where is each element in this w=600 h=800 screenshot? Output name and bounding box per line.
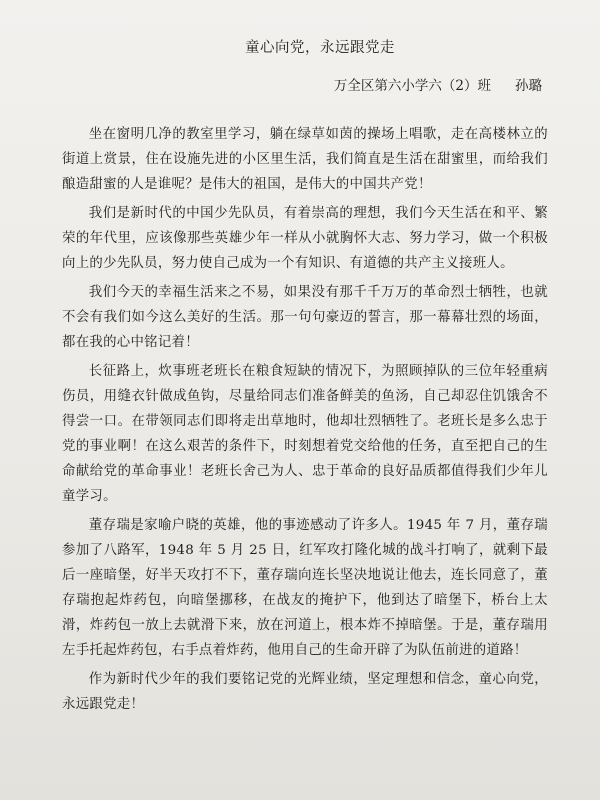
paragraph-4: 长征路上，炊事班老班长在粮食短缺的情况下，为照顾掉队的三位年轻重病伤员，用缝衣针做成鱼钩，尽量给同志们准备鲜美的鱼汤，自己却忍住饥饿舍不得尝一口。在带领同志们即将走出草地时，他却壮烈牺牲了。老班长是多么忠于党的事业啊！在这么艰苦的条件下，时刻想着党交给他的任务，直至把自己的生命献给党的革命事业！老班长舍己为人、忠于革命的良好品质都值得我们少年儿童学习。 — [62, 364, 548, 504]
byline — [62, 74, 548, 94]
paragraph-2: 我们是新时代的中国少先队员，有着崇高的理想，我们今天生活在和平、繁荣的年代里，应该像那些英雄少年一样从小就胸怀大志、努力学习，做一个积极向上的少先队员，努力使自己成为一个有知识、有道德的共产主义接班人。 — [62, 206, 548, 271]
byline-author: 孙璐 — [515, 78, 542, 94]
paragraph-1: 坐在窗明几净的教室里学习，躺在绿草如茵的操场上唱歌，走在高楼林立的街道上赏景，住在设施先进的小区里生活，我们简直是生活在甜蜜里，而给我们酿造甜蜜的人是谁呢？是伟大的祖国，是伟大的中国共产党！ — [62, 127, 548, 192]
paragraph-6: 作为新时代少年的我们要铭记党的光辉业绩，坚定理想和信念，童心向党，永远跟党走！ — [62, 672, 548, 712]
paragraph-3: 我们今天的幸福生活来之不易，如果没有那千千万万的革命烈士牺牲，也就不会有我们如今这么美好的生活。那一句句豪迈的誓言，那一幕幕壮烈的场面，都在我的心中铭记着！ — [62, 285, 548, 350]
essay-title: 童心向党，永远跟党走 — [245, 40, 395, 56]
byline-school: 万全区第六小学六（2）班 — [333, 78, 491, 94]
paragraph-5: 董存瑞是家喻户晓的英雄，他的事迹感动了许多人。1945 年 7 月，董存瑞参加了八路军，1948 年 5 月 25 日，红军攻打隆化城的战斗打响了，就剩下最后一座暗堡，好半天攻打不下，董存瑞向连长坚决地说让他去，连长同意了，董存瑞抱起炸药包，向暗堡挪移，在战友的掩护下，他到达了暗堡下，桥台上太滑，炸药包一放上去就滑下来，放在河道上，根本炸不掉暗堡。于是，董存瑞用左手托起炸药包，右手点着炸药，他用自己的生命开辟了为队伍前进的道路！ — [62, 518, 548, 658]
